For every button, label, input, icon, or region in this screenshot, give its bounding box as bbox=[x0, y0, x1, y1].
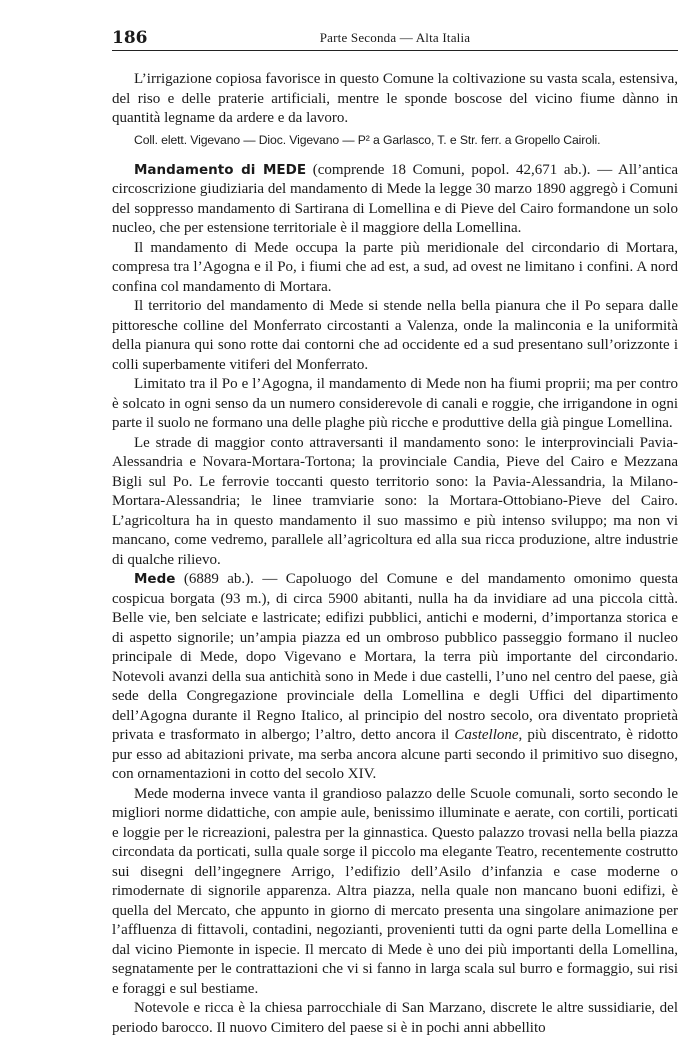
section-heading-mandamento: Mandamento di MEDE bbox=[134, 161, 307, 178]
place-heading-mede: Mede bbox=[134, 571, 176, 587]
paragraph-mede-text-b: , più discentrato, è ridotto pur esso ad abitazioni private, ma serba ancora alcune parti secondo il primitivo suo disegno, con ornamentazioni in cotto del secolo XIV. bbox=[112, 727, 678, 782]
castellone-italic: Castellone bbox=[454, 727, 519, 743]
electoral-note: Coll. elett. Vigevano — Dioc. Vigevano — P² a Garlasco, T. e Str. ferr. a Gropello Cairoli. bbox=[134, 132, 601, 147]
paragraph-territorio: Il territorio del mandamento di Mede si stende nella bella pianura che il Po separa dalle pittoresche colline del Monferrato circostanti a Valenza, onde la malinconia e la uniformità della pianura qui sono rotte dai contorni che ad occidente ed a sud presentano sull’orizzonte i colli superbamente vitiferi del Monferrato. bbox=[112, 298, 678, 373]
paragraph-fiumi: Limitato tra il Po e l’Agogna, il mandamento di Mede non ha fiumi proprii; ma per contro è solcato in ogni senso da un numero considerevole di canali e roggie, che irrigandone in ogni parte il suolo ne formano una delle plaghe più ricche e produttive della già pingue Lomellina. bbox=[112, 376, 678, 431]
paragraph-mede-moderna: Mede moderna invece vanta il grandioso palazzo delle Scuole comunali, sorto secondo le migliori norme didattiche, con ampie aule, benissimo illuminate e aerate, con cortili, porticati e loggie per le ricreazioni, palestra per la ginnastica. Questo palazzo trovasi nella bella piazza circondata da porticati, sulla quale sorge il piccolo ma elegante Teatro, recentemente costrutto sui disegni dell’ingegnere Arrigo, l’edifizio dell’Asilo d’infanzia e case moderne o rimodernate di signorile apparenza. Altra piazza, nella quale non mancano buoni edifizi, è quella del Mercato, che appunto in giorno di mercato presenta una singolare animazione per l’affluenza di fittavoli, contadini, negozianti, provenienti tutti da ogni parte della Lomellina e dal vicino Piemonte in ispecie. Il mercato di Mede è uno dei più importanti della Lomellina, segnatamente per le contrattazioni che vi si fanno in larga scala sul burro e formaggio, sui risi e foraggi e sul bestiame. bbox=[112, 785, 678, 997]
book-page bbox=[112, 26, 678, 1038]
paragraph-strade: Le strade di maggior conto attraversanti il mandamento sono: le interprovinciali Pavia-Alessandria e Novara-Mortara-Tortona; la provinciale Candia, Pieve del Cairo e Mezzana Bigli sul Po. Le ferrovie toccanti questo territorio sono: la Pavia-Alessandria, la Milano-Mortara-Alessandria; le linee tramviarie sono: la Mortara-Ottobiano-Pieve del Cairo. L’agricoltura ha in questo mandamento il suo massimo e più intenso sviluppo; ma non vi mancano, come vedremo, parallele all’agricoltura ed alla sua ricca produzione, altre industrie di qualche rilievo. bbox=[112, 434, 678, 568]
paragraph-confini: Il mandamento di Mede occupa la parte più meridionale del circondario di Mortara, compresa tra l’Agogna e il Po, i fiumi che ad est, a sud, ad ovest ne limitano i confini. A nord confina col mandamento di Mortara. bbox=[112, 239, 678, 295]
paragraph-mandamento-text: (comprende 18 Comuni, popol. 42,671 ab.). — All’antica circoscrizione giudiziaria del mandamento di Mede la legge 30 marzo 1890 aggregò i Comuni del soppresso mandamento di Sartirana di Lomellina e di Pieve del Cairo formandone un solo nucleo, che per estensione territoriale è il maggiore della Lomellina. bbox=[112, 161, 678, 236]
paragraph-mede-text-a: (6889 ab.). — Capoluogo del Comune e del mandamento omonimo questa cospicua borgata (93 m.), di circa 5900 abitanti, nulla ha da invidiare ad una piccola città. Belle vie, ben selciate e lastricate; edifizi pubblici, antichi e moderni, d’importanza storica e di aspetto signorile; un’ampia piazza ed un ombroso pubblico passeggio formano il nucleo principale di Mede, dopo Vigevano e Mortara, la terra più importante del circondario. Notevoli avanzi della sua antichità sono in Mede i due castelli, l’uno nel centro del paese, già sede della Congregazione provinciale della Lomellina e degli Uffici del dipartimento dell’Agogna durante il Regno Italico, al principio del nostro secolo, ora diventato proprietà privata e trasformato in albergo; l’altro, detto ancora il bbox=[112, 571, 678, 743]
paragraph-mede bbox=[112, 570, 678, 785]
paragraph-irrigazione: L’irrigazione copiosa favorisce in questo Comune la coltivazione su vasta scala, estensiva, del riso e delle praterie artificiali, mentre le sponde boscose del vicino fiume dànno in quantità legname da ardere e da lavoro. bbox=[112, 71, 678, 126]
page-header bbox=[112, 26, 678, 51]
running-title: Parte Seconda — Alta Italia bbox=[319, 30, 471, 45]
page-body bbox=[112, 70, 678, 1038]
paragraph-chiesa: Notevole e ricca è la chiesa parrocchiale di San Marzano, discrete le altre sussidiarie, del periodo barocco. Il nuovo Cimitero del paese si è in pochi anni abbellito bbox=[112, 1000, 678, 1036]
paragraph-mandamento-mede bbox=[112, 161, 678, 239]
page-number: 186 bbox=[112, 28, 148, 48]
